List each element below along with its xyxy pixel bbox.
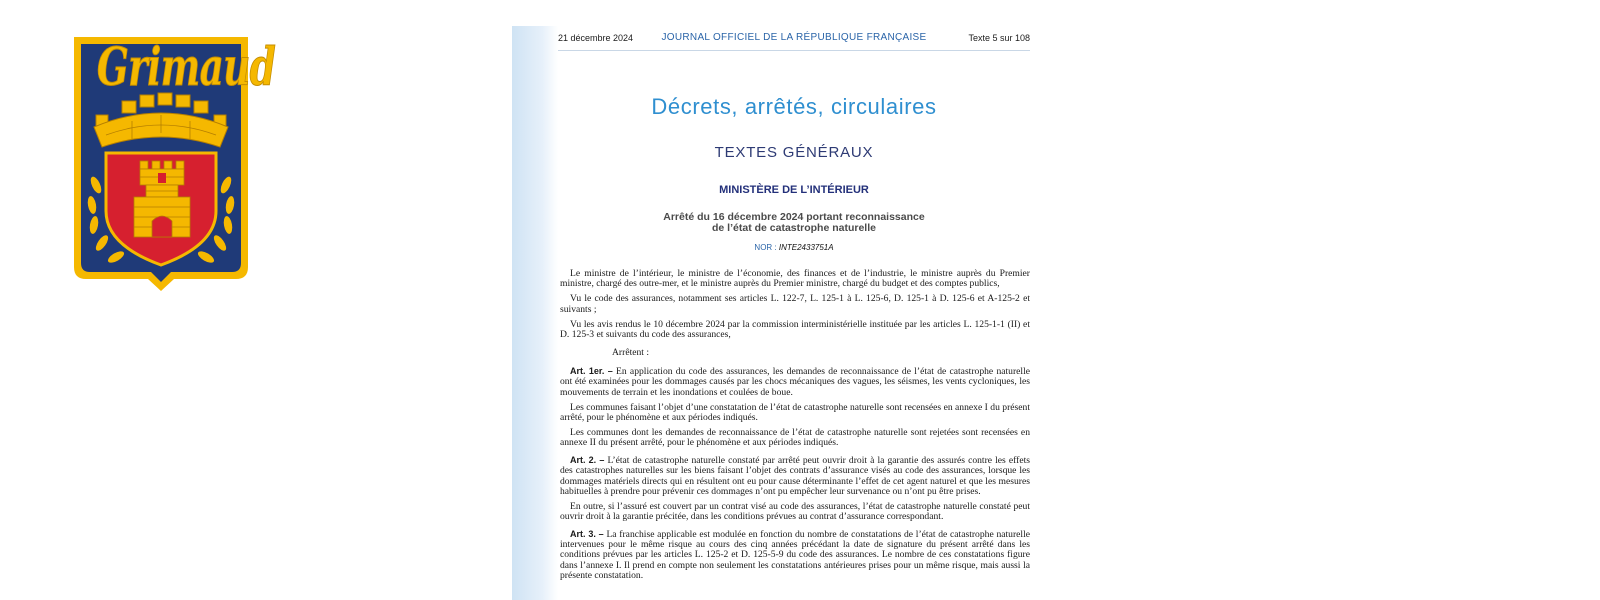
article-label: Art. 3. – <box>570 528 604 539</box>
header-journal-title: JOURNAL OFFICIEL DE LA RÉPUBLIQUE FRANÇAISE <box>661 32 927 43</box>
header-date: 21 décembre 2024 <box>558 33 634 43</box>
arrete-title-line: de l’état de catastrophe naturelle <box>712 222 876 234</box>
article-text: La franchise applicable est modulée en fonction du nombre de constatations de l’état de catastrophe naturelle intervenues pour le même risque au cours des cinq années précédant la date de signature du présent arrêté dans les conditions prévues par les articles L. 125-2 et D. 125-5-9 du code des assurances. Le nombre de ces constatations figure dans l’annexe I. Il prend en compte non seulement les constatations antérieures prises pour un même risque, mais aussi la présente constatation. <box>560 528 1030 582</box>
article-paragraph <box>560 455 1030 498</box>
preamble-paragraph: Le ministre de l’intérieur, le ministre de l’économie, des finances et de l’industrie, le ministre auprès du Premier ministre, chargé des outre-mer, et le ministre auprès du Premier ministre, chargé du budget et des comptes publics, <box>560 268 1030 290</box>
arretent-line: Arrêtent : <box>612 347 650 359</box>
section-title: Décrets, arrêtés, circulaires <box>651 94 937 119</box>
nor-reference <box>558 243 1030 252</box>
preamble-paragraph: Vu le code des assurances, notamment ses articles L. 122-7, L. 125-1 à L. 125-6, D. 125-1 à D. 125-6 et A-125-2 et suivants ; <box>560 293 1030 315</box>
page-header <box>558 26 1030 51</box>
article-text: En application du code des assurances, les demandes de reconnaissance de l’état de catastrophe naturelle ont été examinées pour les dommages causés par les chocs mécaniques des vagues, les séismes, les vents cycloniques, les mouvements de terrain et les inondations et coulées de boue. <box>560 365 1031 398</box>
arrete-title <box>558 212 1030 234</box>
header-text-ref: Texte 5 sur 108 <box>968 33 1030 43</box>
subsection-title: TEXTES GÉNÉRAUX <box>714 144 874 161</box>
article-paragraph: En outre, si l’assuré est couvert par un contrat visé au code des assurances, l’état de catastrophe naturelle constaté peut ouvrir droit à la garantie précitée, dans les conditions prévues au contrat d’assurance correspondant. <box>560 500 1030 523</box>
article-paragraph: Les communes dont les demandes de reconnaissance de l’état de catastrophe naturelle sont rejetées sont recensées en annexe II du présent arrêté, pour le phénomène et aux périodes indiqués. <box>560 426 1030 449</box>
article-paragraph <box>560 529 1030 582</box>
article-text: L’état de catastrophe naturelle constaté par arrêté peut ouvrir droit à la garantie des assurés contre les effets des catastrophes naturelles sur les biens faisant l’objet des contrats d’assurance visés au code des assurances, lorsque les dommages matériels directs qui en résultent ont eu pour cause déterminante l’effet de cet agent naturel et que les mesures habituelles à prendre pour prévenir ces dommages n’ont pu empêcher leur survenance ou n’ont pu être prises. <box>560 454 1030 497</box>
article-label: Art. 2. – <box>570 454 605 465</box>
nor-value: INTE2433751A <box>778 243 834 252</box>
article-paragraph: Les communes faisant l’objet d’une constatation de l’état de catastrophe naturelle sont recensées en annexe I du présent arrêté, pour le phénomène et aux périodes indiqués. <box>560 401 1030 423</box>
document-body <box>560 269 1030 586</box>
article-paragraph <box>560 366 1030 398</box>
crest-wordmark: Grimaud <box>96 37 276 98</box>
grimaud-crest-logo <box>72 35 276 291</box>
nor-label: NOR : <box>754 243 779 252</box>
journal-officiel-page <box>512 26 1048 600</box>
ministry-name: MINISTÈRE DE L’INTÉRIEUR <box>719 184 869 196</box>
article-label: Art. 1er. – <box>570 365 613 376</box>
preamble-paragraph: Vu les avis rendus le 10 décembre 2024 par la commission interministérielle instituée par les articles L. 125-1-1 (II) et D. 125-3 et suivants du code des assurances, <box>560 318 1030 341</box>
arrete-title-line: Arrêté du 16 décembre 2024 portant reconnaissance <box>663 211 925 223</box>
